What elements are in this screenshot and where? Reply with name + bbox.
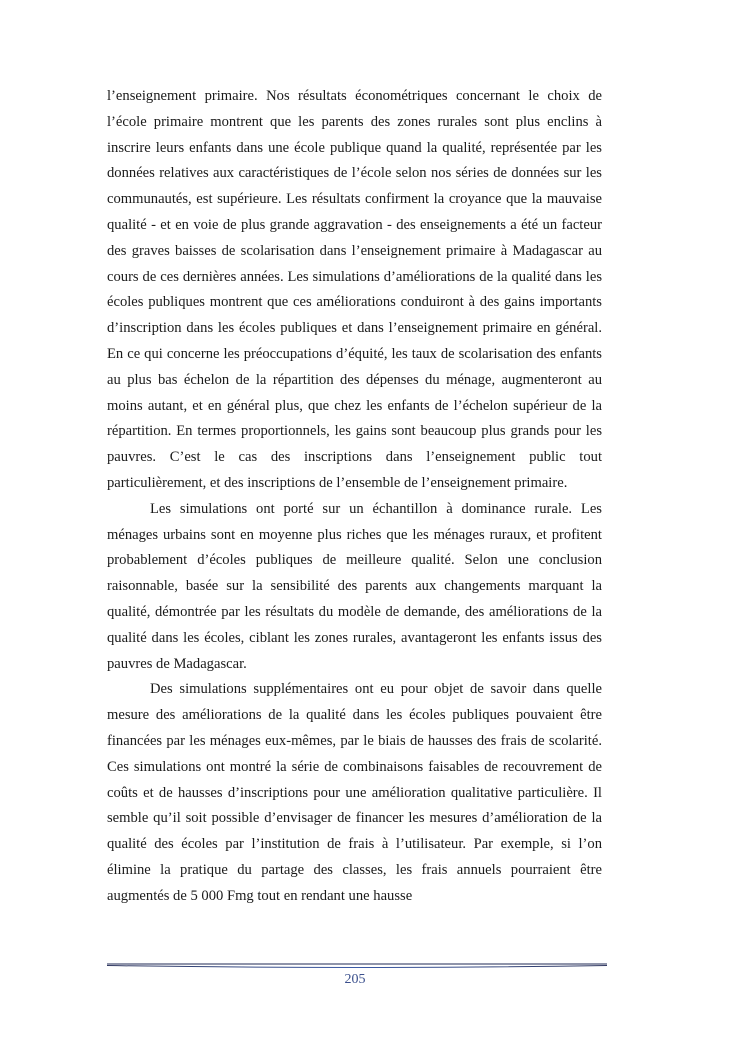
- paragraph-1: l’enseignement primaire. Nos résultats économétriques concernant le choix de l’école primaire montrent que les parents des zones rurales sont plus enclins à inscrire leurs enfants dans une école publique quand la qualité, représentée par les données relatives aux caractéristiques de l’école selon nos séries de données sur les communautés, est supérieure. Les résultats confirment la croyance que la mauvaise qualité - et en voie de plus grande aggravation - des enseignements a été un facteur des graves baisses de scolarisation dans l’enseignement primaire à Madagascar au cours de ces dernières années. Les simulations d’améliorations de la qualité dans les écoles publiques montrent que ces améliorations conduiront à des gains importants d’inscription dans les écoles publiques et dans l’enseignement primaire en général. En ce qui concerne les préoccupations d’équité, les taux de scolarisation des enfants au plus bas échelon de la répartition des dépenses du ménage, augmenteront au moins autant, et en général plus, que chez les enfants de l’échelon supérieur de la répartition. En termes proportionnels, les gains sont beaucoup plus grands pour les pauvres. C’est le cas des inscriptions dans l’enseignement public tout particulièrement, et des inscriptions de l’ensemble de l’enseignement primaire.: [107, 88, 602, 491]
- paragraph-2: Les simulations ont porté sur un échantillon à dominance rurale. Les ménages urbains sont en moyenne plus riches que les ménages ruraux, et profitent probablement d’écoles publiques de meilleure qualité. Selon une conclusion raisonnable, basée sur la sensibilité des parents aux changements marquant la qualité, démontrée par les résultats du modèle de demande, des améliorations de la qualité dans les écoles, ciblant les zones rurales, avantageront les enfants issus des pauvres de Madagascar.: [107, 500, 602, 672]
- footer-rule: [107, 962, 607, 970]
- paragraph-3: Des simulations supplémentaires ont eu pour objet de savoir dans quelle mesure des améliorations de la qualité dans les écoles publiques pouvaient être financées par les ménages eux-mêmes, par le biais de hausses des frais de scolarité. Ces simulations ont montré la série de combinaisons faisables de recouvrement de coûts et de hausses d’inscriptions pour une amélioration qualitative particulière. Il semble qu’il soit possible d’envisager de financer les mesures d’amélioration de la qualité des écoles par l’institution de frais à l’utilisateur. Par exemple, si l’on élimine la pratique du partage des classes, les frais annuels pourraient être augmentés de 5 000 Fmg tout en rendant une hausse: [107, 681, 602, 904]
- page-number: 205: [344, 972, 366, 987]
- page-body: [107, 84, 602, 910]
